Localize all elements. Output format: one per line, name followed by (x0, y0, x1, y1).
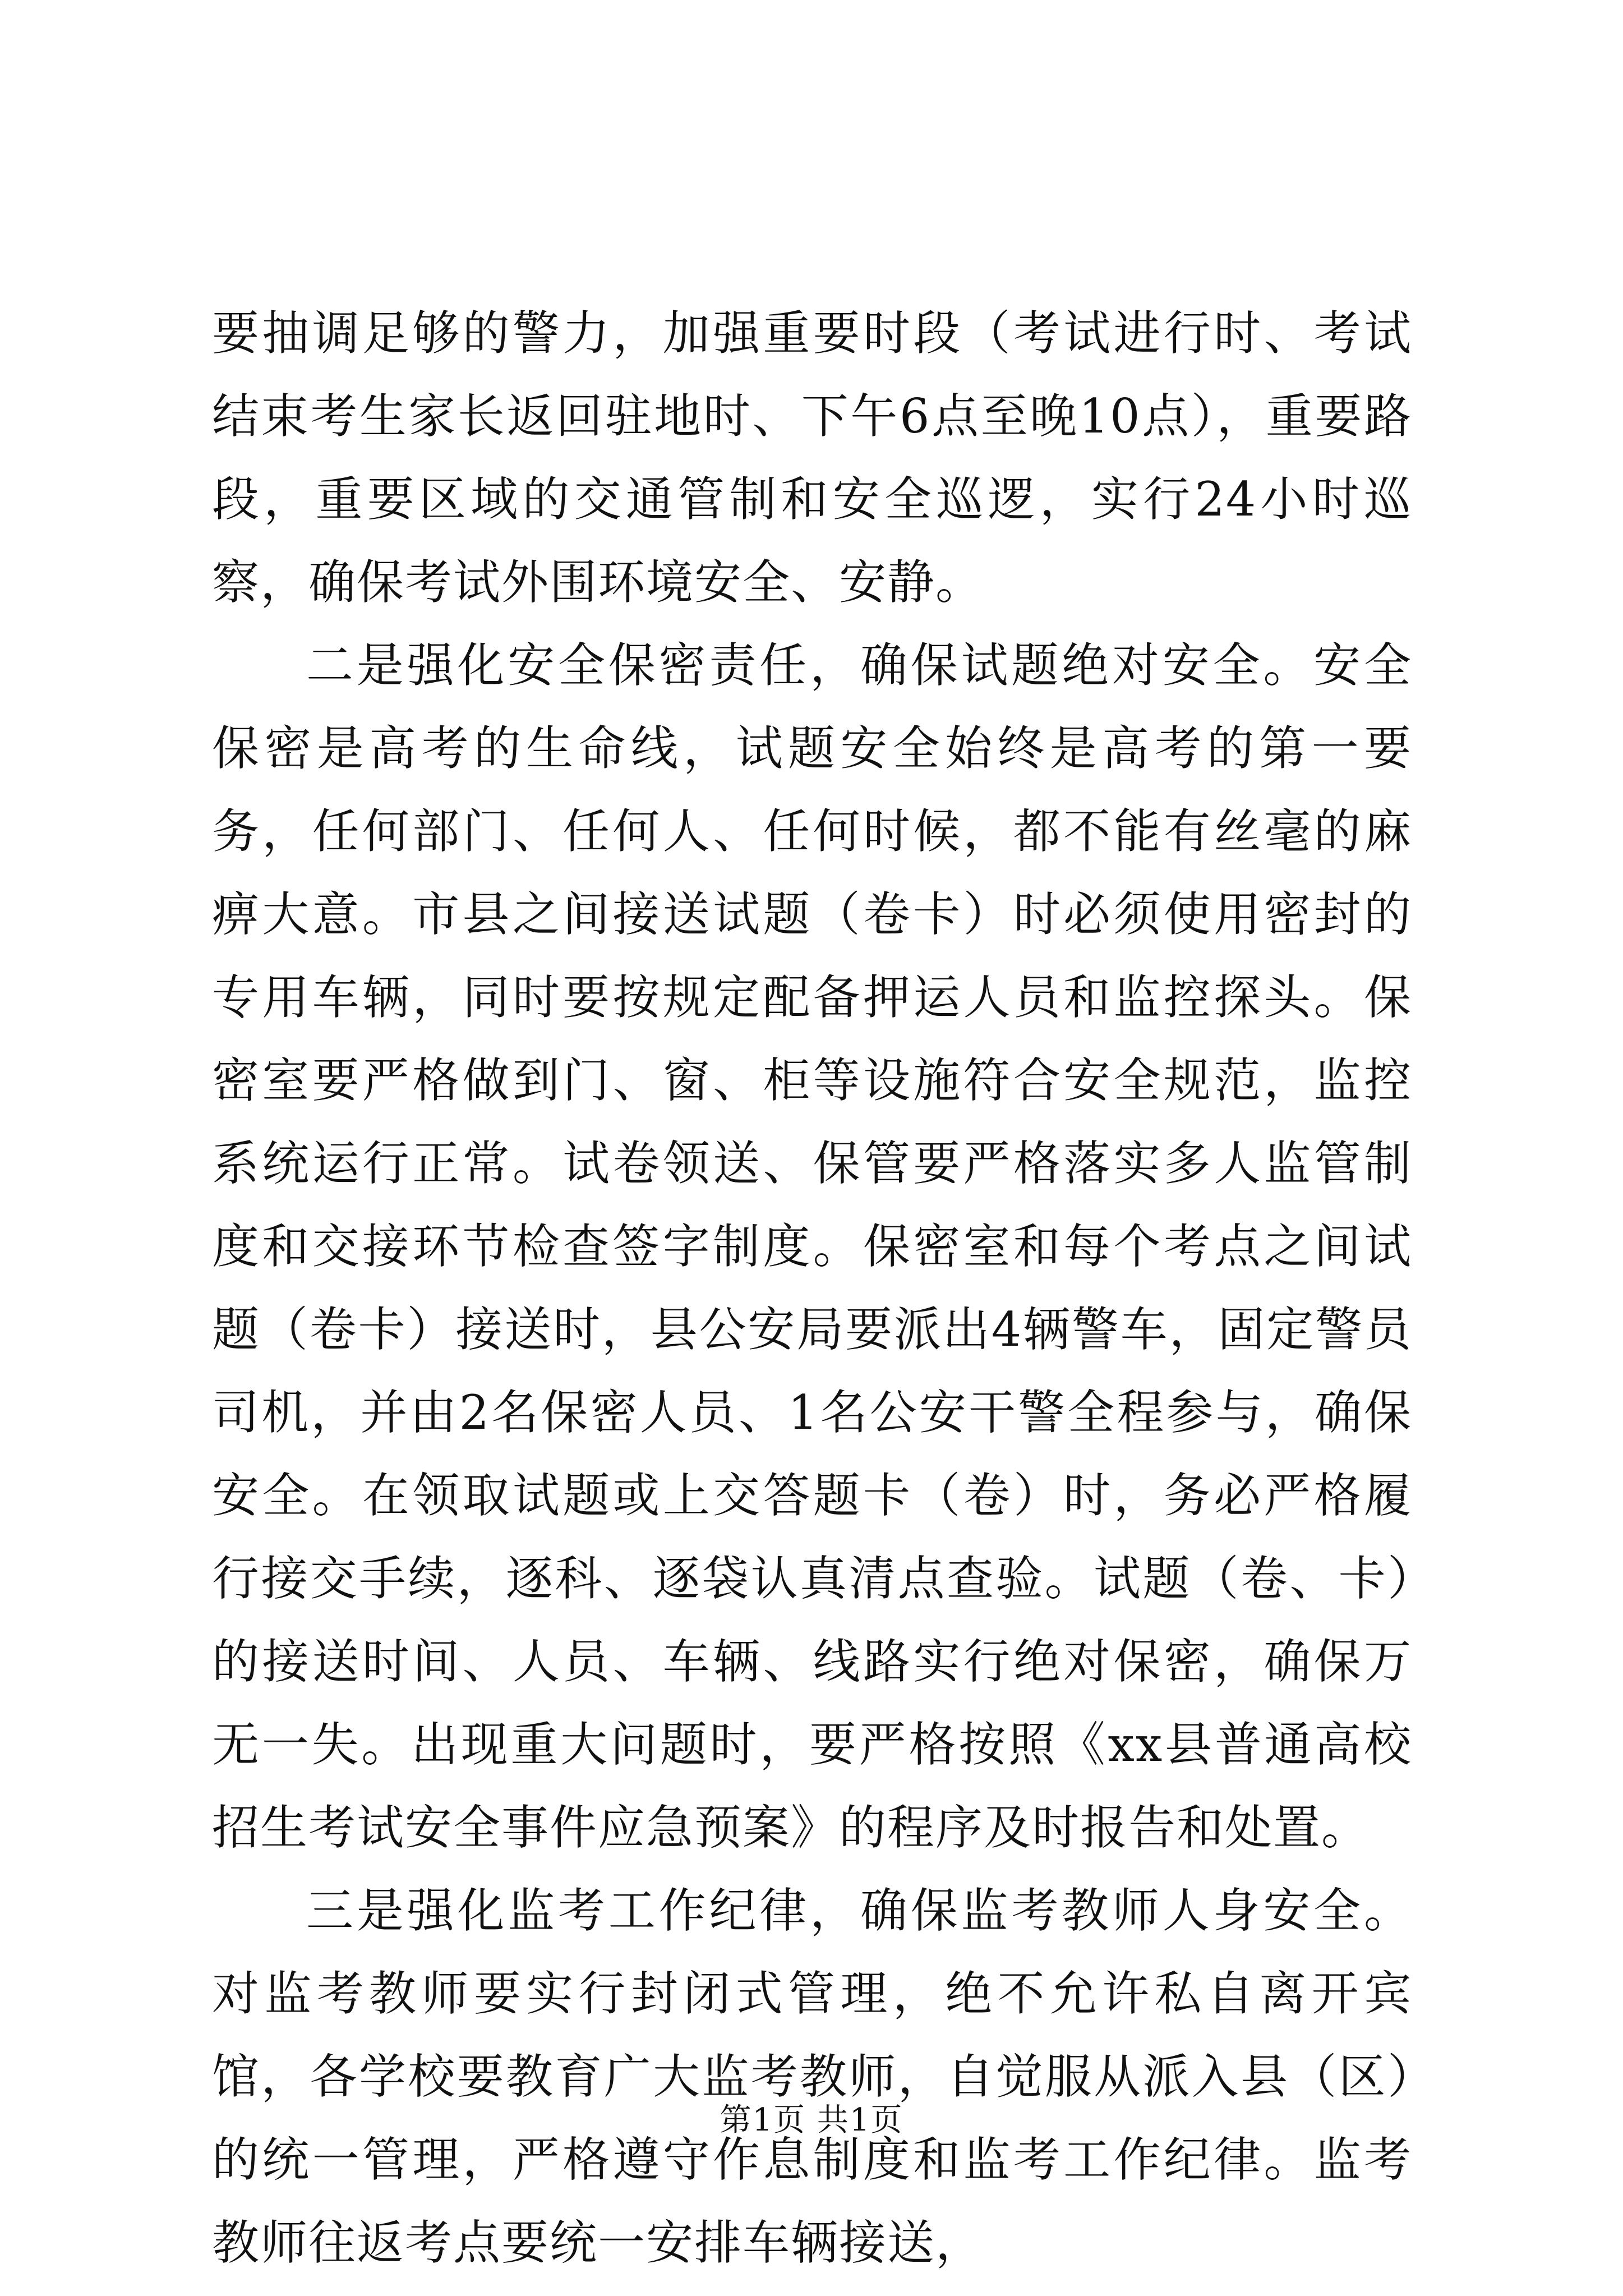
paragraph-continuation: 要抽调足够的警力，加强重要时段（考试进行时、考试结束考生家长返回驻地时、下午6点至晚10点），重要路段，重要区域的交通管制和安全巡逻，实行24小时巡察，确保考试外围环境安全、安静。 (212, 306, 1412, 610)
paragraph-confidentiality: 二是强化安全保密责任，确保试题绝对安全。安全保密是高考的生命线，试题安全始终是高考的第一要务，任何部门、任何人、任何时候，都不能有丝毫的麻痹大意。市县之间接送试题（卷卡）时必须使用密封的专用车辆，同时要按规定配备押运人员和监控探头。保密室要严格做到门、窗、柜等设施符合安全规范，监控系统运行正常。试卷领送、保管要严格落实多人监管制度和交接环节检查签字制度。保密室和每个考点之间试题（卷卡）接送时，县公安局要派出4辆警车，固定警员司机，并由2名保密人员、1名公安干警全程参与，确保安全。在领取试题或上交答题卡（卷）时，务必严格履行接交手续，逐科、逐袋认真清点查验。试题（卷、卡）的接送时间、人员、车辆、线路实行绝对保密，确保万无一失。出现重大问题时，要严格按照《xx县普通高校招生考试安全事件应急预案》的程序及时报告和处置。 (212, 638, 1412, 1855)
paragraph-invigilation: 三是强化监考工作纪律，确保监考教师人身安全。对监考教师要实行封闭式管理，绝不允许私自离开宾馆，各学校要教育广大监考教师，自觉服从派入县（区）的统一管理，严格遵守作息制度和监考工作纪律。监考教师往返考点要统一安排车辆接送， (212, 1883, 1412, 2270)
document-body (212, 292, 1412, 2284)
page-footer: 第1页 共1页 (720, 2102, 903, 2138)
